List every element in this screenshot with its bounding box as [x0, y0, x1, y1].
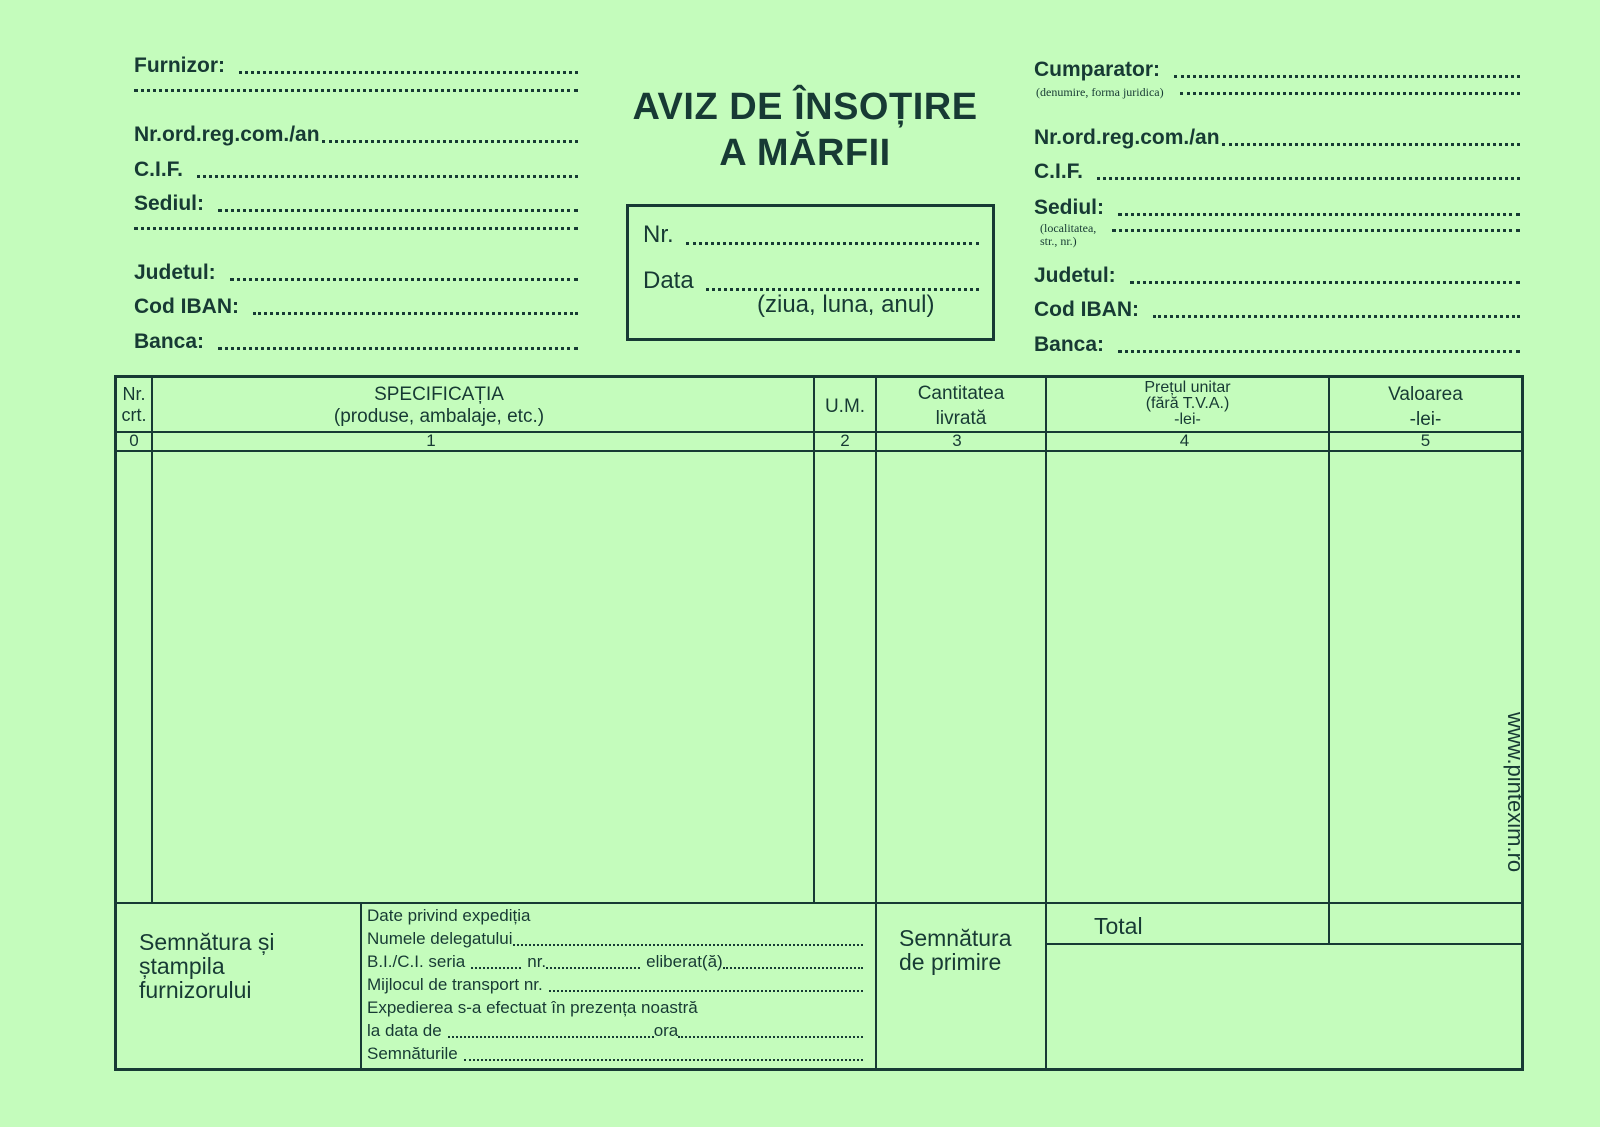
buyer-banca-field[interactable]	[1034, 333, 1520, 357]
col-specificatia-header: SPECIFICAȚIA (produse, ambalaje, etc.)	[333, 384, 545, 427]
exp-semnaturile-field[interactable]: Semnăturile	[367, 1042, 863, 1065]
document-title	[610, 84, 1000, 176]
supplier-iban-field[interactable]	[134, 295, 578, 319]
supplier-sediul-field[interactable]	[134, 192, 578, 216]
supplier-sediul-line2[interactable]	[134, 227, 578, 234]
exp-prezenta: Expedierea s-a efectuat în prezența noastră	[367, 998, 698, 1017]
col-index-5: 5	[1420, 431, 1431, 450]
exp-data-field[interactable]: la data de ora	[367, 1019, 863, 1042]
col-cantitatea-header: Cantitatea livrată	[917, 383, 1005, 429]
col-index-2: 2	[840, 431, 850, 450]
col-index-1: 1	[426, 431, 436, 450]
items-table-body[interactable]	[153, 452, 1521, 902]
col-index-4: 4	[1179, 431, 1190, 450]
exp-title: Date privind expediția	[367, 906, 531, 925]
doc-number-date-box	[626, 204, 995, 341]
doc-date-hint: (ziua, luna, anul)	[757, 291, 935, 318]
expedition-details	[367, 904, 863, 1065]
buyer-nr-ord-field[interactable]	[1034, 126, 1520, 150]
supplier-cif-label: C.I.F.	[134, 158, 184, 181]
buyer-sediul-line2[interactable]	[1112, 229, 1520, 236]
total-label: Total	[1094, 913, 1143, 939]
doc-number-field[interactable]	[643, 221, 979, 249]
buyer-sediul-hint-line2: str., nr.)	[1040, 234, 1077, 248]
total-value-cell[interactable]	[1330, 904, 1521, 943]
supplier-furnizor-line2[interactable]	[134, 89, 578, 96]
doc-number-label: Nr.	[643, 221, 674, 248]
supplier-cif-field[interactable]	[134, 158, 578, 182]
supplier-judetul-label: Judetul:	[134, 261, 216, 284]
buyer-nr-ord-label: Nr.ord.reg.com./an	[1034, 126, 1220, 149]
buyer-iban-label: Cod IBAN:	[1034, 298, 1139, 321]
buyer-sediul-hint	[1040, 222, 1096, 248]
buyer-cumparator-hint: (denumire, forma juridica)	[1036, 85, 1164, 99]
buyer-cumparator-line2[interactable]	[1180, 92, 1520, 99]
supplier-nr-ord-label: Nr.ord.reg.com./an	[134, 123, 320, 146]
buyer-sediul-hint-line1: (localitatea,	[1040, 221, 1097, 235]
exp-delegat-field[interactable]: Numele delegatului	[367, 927, 863, 950]
buyer-sediul-field[interactable]	[1034, 196, 1520, 220]
buyer-cif-label: C.I.F.	[1034, 160, 1084, 183]
supplier-signature-block[interactable]: Semnătura și ștampila furnizorului	[139, 929, 275, 1003]
supplier-iban-label: Cod IBAN:	[134, 295, 239, 318]
doc-date-label: Data	[643, 267, 694, 294]
buyer-judetul-label: Judetul:	[1034, 264, 1116, 287]
buyer-judetul-field[interactable]	[1034, 264, 1520, 288]
exp-bi-field[interactable]: B.I./C.I. seria nr. eliberat(ă)	[367, 950, 863, 973]
col-index-3: 3	[952, 431, 962, 450]
document-title-line1: AVIZ DE ÎNSOȚIRE	[632, 86, 978, 128]
supplier-furnizor-field[interactable]	[134, 54, 578, 78]
col-um-header: U.M.	[824, 396, 866, 417]
buyer-cif-field[interactable]	[1034, 160, 1520, 184]
exp-transport-field[interactable]: Mijlocul de transport nr.	[367, 973, 863, 996]
supplier-judetul-field[interactable]	[134, 261, 578, 285]
col-valoarea-header: Valoarea -lei-	[1388, 384, 1463, 430]
website-text: www.pintexim.ro	[1503, 712, 1528, 873]
supplier-furnizor-label: Furnizor:	[134, 54, 225, 77]
supplier-banca-field[interactable]	[134, 330, 578, 354]
col-index-0: 0	[129, 431, 139, 450]
supplier-banca-label: Banca:	[134, 330, 205, 353]
buyer-iban-field[interactable]	[1034, 298, 1520, 322]
document-title-line2: A MĂRFII	[719, 132, 891, 174]
buyer-cumparator-label: Cumparator:	[1034, 58, 1161, 81]
buyer-cumparator-field[interactable]	[1034, 58, 1520, 82]
col-nrcrt-header: Nr. crt.	[121, 384, 147, 425]
receipt-signature-block[interactable]: Semnătura de primire	[899, 925, 1012, 975]
col-pret-header: Prețul unitar (fără T.V.A.) -lei-	[1144, 379, 1231, 428]
buyer-sediul-label: Sediul:	[1034, 196, 1105, 219]
supplier-sediul-label: Sediul:	[134, 192, 205, 215]
buyer-banca-label: Banca:	[1034, 333, 1105, 356]
supplier-nr-ord-field[interactable]	[134, 123, 578, 147]
